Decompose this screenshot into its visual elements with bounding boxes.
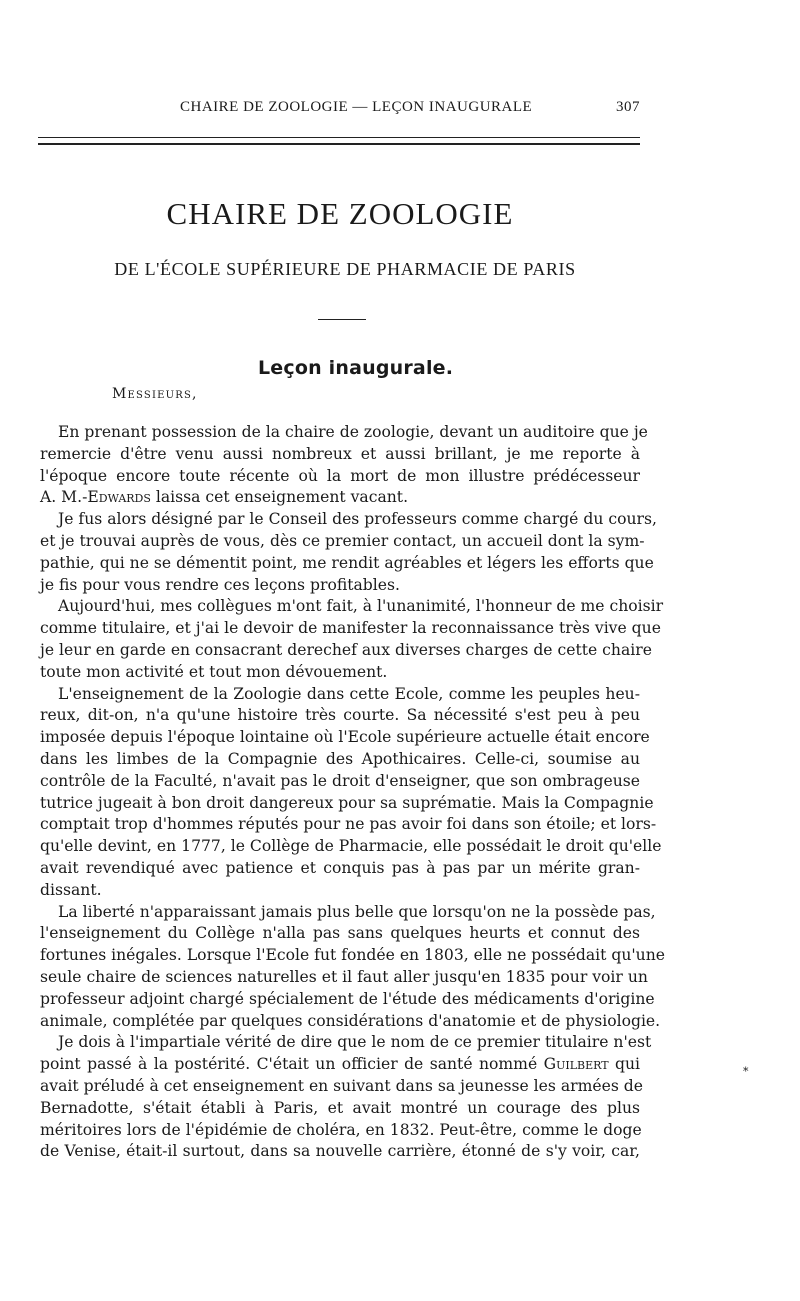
body-line: La liberté n'apparaissant jamais plus belle que lorsqu'on ne la possède pas, [58,902,656,921]
chair-title-text: CHAIRE DE ZOOLOGIE [166,196,514,231]
body-line: de Venise, était-il surtout, dans sa nouvelle carrière, étonné de s'y voir, car, [40,1142,640,1161]
body-line: avait revendiqué avec patience et conquis pas à pas par un mérite gran- [40,858,640,877]
body-line: remercie d'être venu aussi nombreux et aussi brillant, je me reporte à [40,444,640,463]
body-line: L'enseignement de la Zoologie dans cette Ecole, comme les peuples heu- [58,684,640,703]
body-line: En prenant possession de la chaire de zoologie, devant un auditoire que je [58,423,648,441]
section-divider [318,319,366,320]
body-line: Je fus alors désigné par le Conseil des professeurs comme chargé du cours, [58,510,657,529]
body-line: A. M.-Edwards laissa cet enseignement vacant. [40,488,409,507]
body-line: avait préludé à cet enseignement en suivant dans sa jeunesse les armées de [40,1076,644,1095]
body-line: fortunes inégales. Lorsque l'Ecole fut fondée en 1803, elle ne possédait qu'une [40,946,665,965]
body-line: méritoires lors de l'épidémie de choléra, en 1832. Peut-être, comme le doge [40,1120,642,1139]
chair-title [0,196,680,232]
margin-mark: * [743,1065,749,1078]
body-line: je leur en garde en consacrant derechef aux diverses charges de cette chaire [40,640,652,659]
body-line: professeur adjoint chargé spécialement de l'étude des médicaments d'origine [40,989,655,1008]
body-line: je fis pour vous rendre ces leçons profitables. [40,575,400,594]
body-line: l'enseignement du Collège n'alla pas sans quelques heurts et connut des [40,924,640,943]
salutation: Messieurs, [112,386,198,402]
body-line: dissant. [40,880,102,899]
running-head-title: CHAIRE DE ZOOLOGIE — LEÇON INAUGURALE [180,99,533,115]
school-title: DE L'ÉCOLE SUPÉRIEURE DE PHARMACIE DE PARIS [114,259,576,279]
body-line: seule chaire de sciences naturelles et il faut aller jusqu'en 1835 pour voir un [40,967,648,986]
body-line: pathie, qui ne se démentit point, me rendit agréables et légers les efforts que [40,553,654,572]
body-line: Je dois à l'impartiale vérité de dire que le nom de ce premier titulaire n'est [58,1033,652,1052]
body-line: l'époque encore toute récente où la mort de mon illustre prédécesseur [40,466,640,485]
body-line: contrôle de la Faculté, n'avait pas le droit d'enseigner, que son ombrageuse [40,771,640,790]
running-head [180,99,640,119]
header-rule-thin [38,137,640,138]
body-text [40,422,665,1163]
body-line: dans les limbes de la Compagnie des Apothicaires. Celle-ci, soumise au [40,749,640,768]
body-line: imposée depuis l'époque lointaine où l'Ecole supérieure actuelle était encore [40,728,650,747]
lecture-heading: Leçon inaugurale. [258,357,454,379]
body-line: animale, complétée par quelques considérations d'anatomie et de physiologie. [40,1011,661,1030]
body-line: Bernadotte, s'était établi à Paris, et avait montré un courage des plus [40,1098,640,1117]
body-line: comptait trop d'hommes réputés pour ne pas avoir foi dans son étoile; et lors- [40,815,657,834]
body-line: point passé à la postérité. C'était un officier de santé nommé Guilbert qui [40,1055,640,1074]
page-number: 307 [616,99,640,115]
header-rule-thick [38,143,640,145]
body-line: Aujourd'hui, mes collègues m'ont fait, à l'unanimité, l'honneur de me choisir [58,597,664,616]
body-line: tutrice jugeait à bon droit dangereux pour sa suprématie. Mais la Compagnie [40,793,654,812]
body-line: comme titulaire, et j'ai le devoir de manifester la reconnaissance très vive que [40,619,661,638]
body-line: qu'elle devint, en 1777, le Collège de Pharmacie, elle possédait le droit qu'elle [40,837,662,856]
body-line: reux, dit-on, n'a qu'une histoire très courte. Sa nécessité s'est peu à peu [40,706,640,725]
body-line: et je trouvai auprès de vous, dès ce premier contact, un accueil dont la sym- [40,531,645,550]
body-line: toute mon activité et tout mon dévouement. [40,662,388,681]
